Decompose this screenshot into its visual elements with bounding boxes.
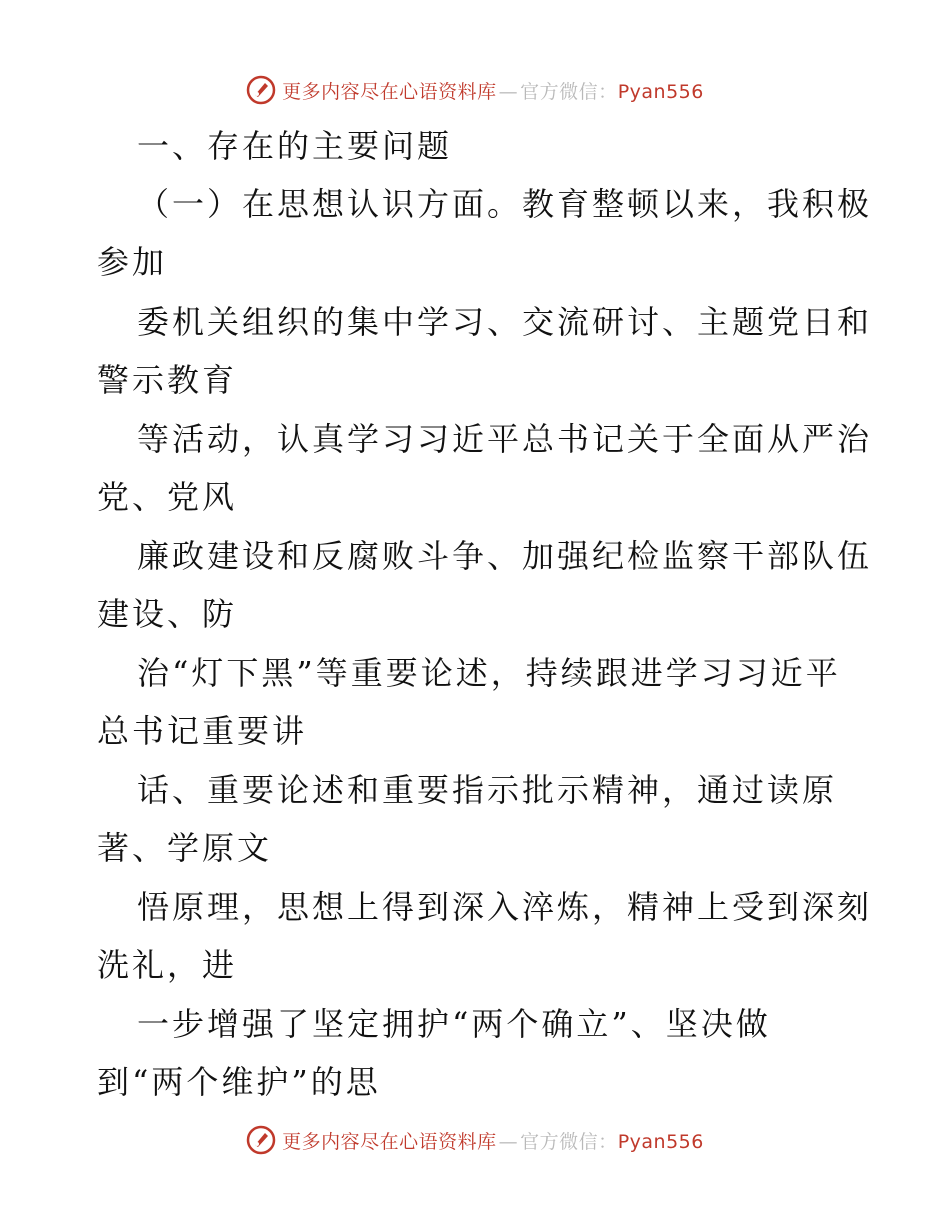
- footer-banner: [0, 1122, 950, 1158]
- header-separator: —: [498, 80, 519, 103]
- footer-account: Pyan556: [617, 1130, 704, 1153]
- footer-text: [282, 1127, 704, 1154]
- paragraph-line: 党、党风: [97, 478, 238, 516]
- brand-logo-icon: [246, 1125, 276, 1155]
- footer-main-text: 更多内容尽在心语资料库: [282, 1130, 497, 1153]
- paragraph-line: 一步增强了坚定拥护“两个确立”、坚决做: [137, 1005, 771, 1043]
- header-account: Pyan556: [617, 80, 704, 103]
- section-heading: 一、存在的主要问题: [137, 127, 453, 165]
- paragraph-line: 洗礼，进: [97, 946, 238, 984]
- paragraph-line: 委机关组织的集中学习、交流研讨、主题党日和: [137, 303, 873, 341]
- header-text: [282, 77, 704, 104]
- footer-official-label: 官方微信：: [520, 1130, 618, 1153]
- footer-separator: —: [498, 1130, 519, 1153]
- header-main-text: 更多内容尽在心语资料库: [282, 80, 497, 103]
- paragraph-line: 话、重要论述和重要指示批示精神，通过读原: [137, 771, 838, 809]
- header-banner: [0, 72, 950, 108]
- paragraph-line: 著、学原文: [97, 829, 273, 867]
- paragraph-line: 参加: [97, 243, 168, 281]
- paragraph-line: 警示教育: [97, 361, 238, 399]
- paragraph-line: （一）在思想认识方面。教育整顿以来，我积极: [137, 185, 873, 223]
- paragraph-line: 总书记重要讲: [97, 712, 308, 750]
- paragraph-line: 廉政建设和反腐败斗争、加强纪检监察干部队伍: [137, 537, 873, 575]
- paragraph-line: 建设、防: [97, 595, 238, 633]
- header-official-label: 官方微信：: [520, 80, 618, 103]
- paragraph-line: 悟原理，思想上得到深入淬炼，精神上受到深刻: [137, 888, 873, 926]
- paragraph-line: 等活动，认真学习习近平总书记关于全面从严治: [137, 420, 873, 458]
- brand-logo-icon: [246, 75, 276, 105]
- paragraph-line: 治“灯下黑”等重要论述，持续跟进学习习近平: [137, 654, 841, 692]
- paragraph-line: 到“两个维护”的思: [97, 1063, 381, 1101]
